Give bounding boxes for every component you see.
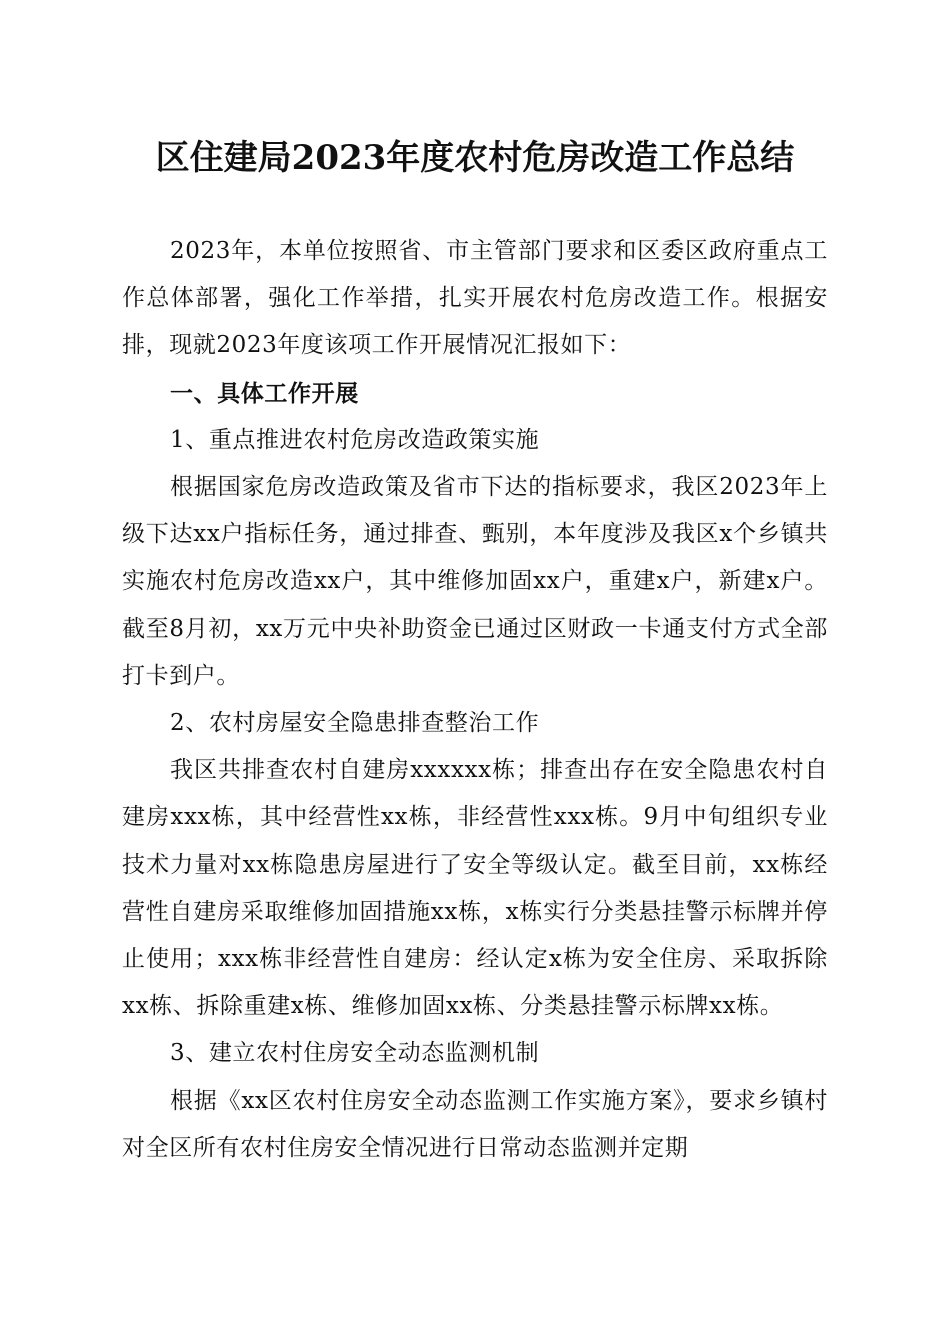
intro-paragraph: 2023年，本单位按照省、市主管部门要求和区委区政府重点工作总体部署，强化工作举措，扎实开展农村危房改造工作。根据安排，现就2023年度该项工作开展情况汇报如下： [122,238,828,359]
document-title: 区住建局2023年度农村危房改造工作总结 [155,138,795,178]
body-paragraph-3: 根据《xx区农村住房安全动态监测工作实施方案》，要求乡镇村对全区所有农村住房安全情况进行日常动态监测并定期 [122,1087,828,1161]
document-body [122,228,828,1172]
subsection-heading-2: 2、农村房屋安全隐患排查整治工作 [170,710,540,737]
subsection-heading-3: 3、建立农村住房安全动态监测机制 [170,1040,540,1067]
body-paragraph-2: 我区共排查农村自建房xxxxxx栋；排查出存在安全隐患农村自建房xxx栋，其中经营性xx栋，非经营性xxx栋。9月中旬组织专业技术力量对xx栋隐患房屋进行了安全等级认定。截至目前，xx栋经营性自建房采取维修加固措施xx栋，x栋实行分类悬挂警示标牌并停止使用；xxx栋非经营性自建房：经认定x栋为安全住房、采取拆除xx栋、拆除重建x栋、维修加固xx栋、分类悬挂警示标牌xx栋。 [122,757,828,1020]
subsection-heading-1: 1、重点推进农村危房改造政策实施 [170,426,540,453]
section-heading: 一、具体工作开展 [170,379,359,407]
body-paragraph-1: 根据国家危房改造政策及省市下达的指标要求，我区2023年上级下达xx户指标任务，通过排查、甄别，本年度涉及我区x个乡镇共实施农村危房改造xx户，其中维修加固xx户，重建x户，新建x户。截至8月初，xx万元中央补助资金已通过区财政一卡通支付方式全部打卡到户。 [122,474,828,689]
